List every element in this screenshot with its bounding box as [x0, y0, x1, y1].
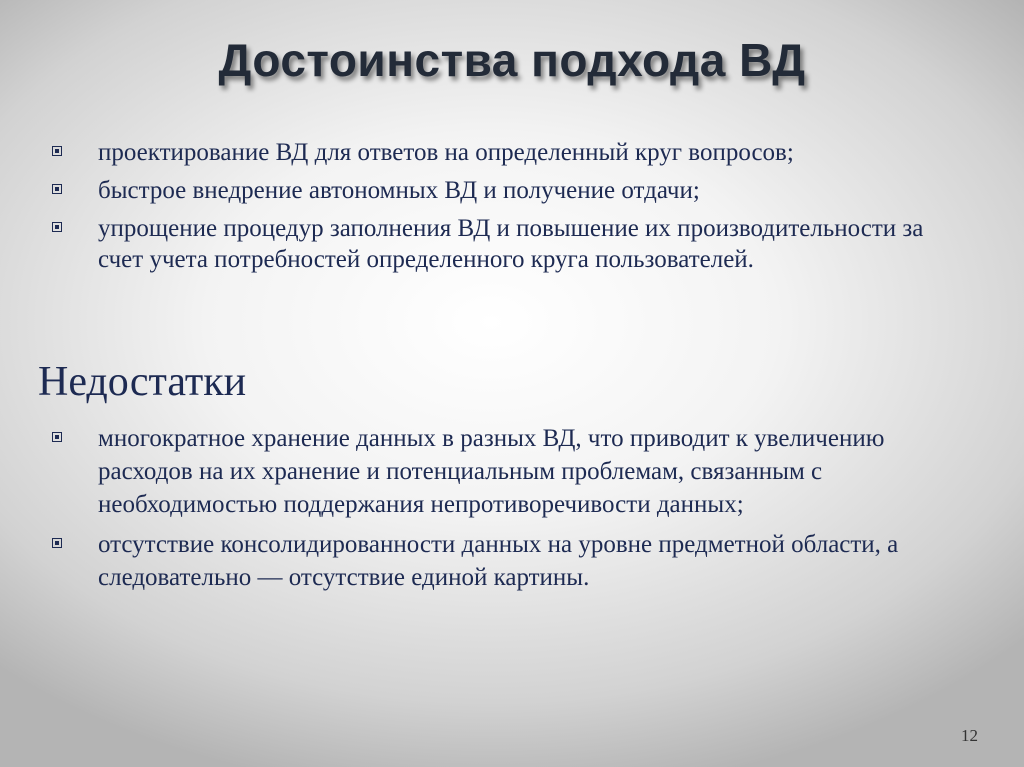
- disadvantage-item: [52, 528, 972, 594]
- advantage-item: [52, 137, 972, 168]
- square-bullet-icon: [52, 222, 62, 232]
- advantage-text: упрощение процедур заполнения ВД и повышение их производительности за счет учета потребностей определенного круга пользователей.: [98, 215, 924, 273]
- disadvantage-item: [52, 422, 972, 521]
- square-bullet-icon: [52, 432, 62, 442]
- page-number: 12: [961, 726, 978, 745]
- disadvantage-text: многократное хранение данных в разных ВД, что приводит к увеличению расходов на их хранение и потенциальным проблемам, связанным с необходимостью поддержания непротиворечивости данных;: [98, 425, 885, 518]
- advantages-list: [52, 137, 972, 282]
- square-bullet-icon: [52, 146, 62, 156]
- advantage-item: [52, 213, 972, 275]
- disadvantages-heading: Недостатки: [38, 359, 247, 405]
- square-bullet-icon: [52, 184, 62, 194]
- square-bullet-icon: [52, 538, 62, 548]
- advantage-item: [52, 175, 972, 206]
- disadvantage-text: отсутствие консолидированности данных на уровне предметной области, а следовательно — отсутствие единой картины.: [98, 531, 899, 591]
- advantage-text: быстрое внедрение автономных ВД и получение отдачи;: [98, 177, 700, 204]
- advantage-text: проектирование ВД для ответов на определенный круг вопросов;: [98, 139, 794, 166]
- slide-title: Достоинства подхода ВД: [218, 34, 806, 86]
- disadvantages-list: [52, 422, 972, 601]
